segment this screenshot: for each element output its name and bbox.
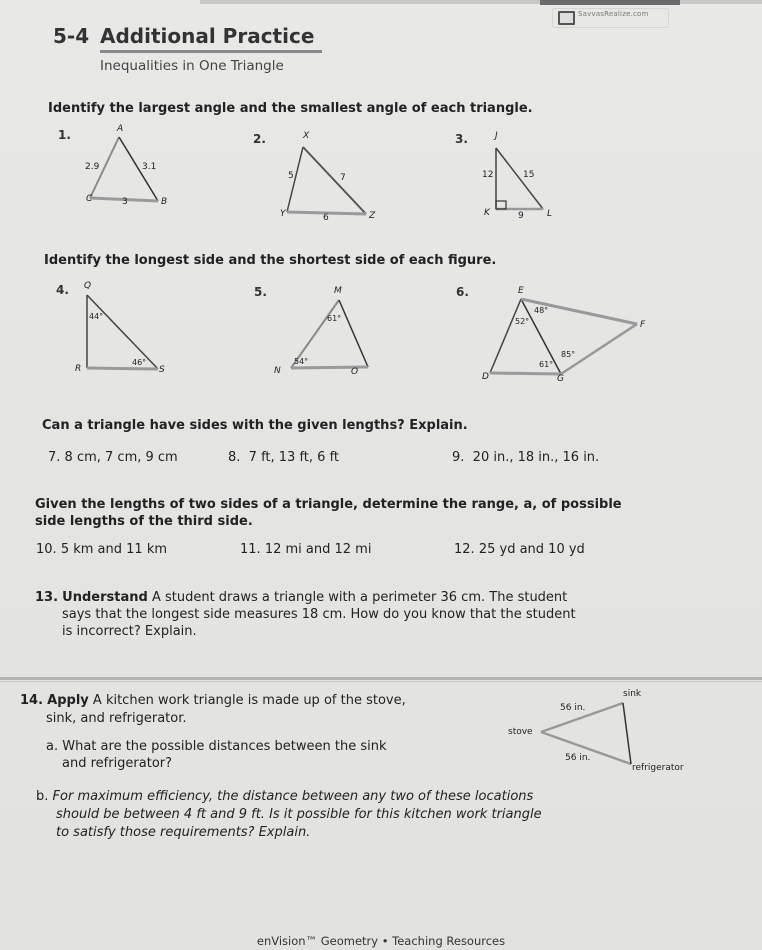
problem-13-line1 xyxy=(35,590,567,606)
problem-number: 12. xyxy=(454,542,475,557)
section4-instruction-line1: Given the lengths of two sides of a triangle, determine the range, a, of possible xyxy=(35,497,622,512)
side-label: 3.1 xyxy=(142,162,157,172)
problem-number: 9. xyxy=(452,450,465,465)
part-text: What are the possible distances between the sink xyxy=(62,739,387,754)
problem-1-number: 1. xyxy=(58,128,71,142)
vertex-L: L xyxy=(547,209,553,219)
problem-2-number: 2. xyxy=(253,132,266,146)
problem-number: 14. xyxy=(20,693,44,708)
angle-label: 46° xyxy=(132,358,147,367)
problem-10 xyxy=(36,542,167,557)
vertex-Y: Y xyxy=(280,209,286,219)
problem-14b-line1 xyxy=(36,789,533,805)
vertex-D: D xyxy=(482,372,489,382)
problem-text: 20 in., 18 in., 16 in. xyxy=(472,450,600,465)
problem-text: A kitchen work triangle is made up of the stove, xyxy=(92,693,406,708)
problem-13-line2: says that the longest side measures 18 cm. How do you know that the student xyxy=(62,607,576,622)
vertex-J: J xyxy=(495,131,498,141)
side-label: 5 xyxy=(288,171,294,181)
side-label: 15 xyxy=(523,170,535,180)
angle-label: 48° xyxy=(534,306,549,315)
vertex-G: G xyxy=(557,374,564,384)
problem-14-line2: sink, and refrigerator. xyxy=(46,711,187,726)
problem-6-number: 6. xyxy=(456,285,469,299)
problem-number: 10. xyxy=(36,542,57,557)
section2-instruction: Identify the longest side and the shortest side of each figure. xyxy=(44,253,497,268)
side-label: 56 in. xyxy=(560,703,586,713)
vertex-E: E xyxy=(518,286,524,296)
problem-7 xyxy=(48,450,178,465)
vertex-M: M xyxy=(334,286,342,296)
side-label: 12 xyxy=(482,170,494,180)
problem-14a-line2: and refrigerator? xyxy=(62,756,173,771)
vertex-A: A xyxy=(117,124,124,134)
problem-12 xyxy=(454,542,585,557)
problem-3-number: 3. xyxy=(455,132,468,146)
vertex-C: C xyxy=(86,194,93,204)
problem-label: Understand xyxy=(62,590,148,605)
part-letter: a. xyxy=(46,739,59,754)
problem-13-line3: is incorrect? Explain. xyxy=(62,624,197,639)
stove-label: stove xyxy=(508,727,533,737)
vertex-N: N xyxy=(274,366,281,376)
problem-11 xyxy=(240,542,371,557)
problem-14a-line1 xyxy=(46,739,386,755)
side-label: 3 xyxy=(122,197,128,207)
vertex-F: F xyxy=(640,320,646,330)
vertex-Z: Z xyxy=(369,211,376,221)
side-label: 2.9 xyxy=(85,162,100,172)
side-label: 9 xyxy=(518,211,524,221)
page-title: Additional Practice xyxy=(100,24,315,48)
lesson-number: 5-4 xyxy=(53,24,90,48)
angle-label: 44° xyxy=(89,312,104,321)
problem-14b-line2: should be between 4 ft and 9 ft. Is it possible for this kitchen work triangle xyxy=(56,807,542,822)
sink-label: sink xyxy=(623,689,642,699)
angle-label: 54° xyxy=(294,357,309,366)
problem-5-number: 5. xyxy=(254,285,267,299)
problem-text: A student draws a triangle with a perimeter 36 cm. The student xyxy=(151,590,568,605)
problem-text: 8 cm, 7 cm, 9 cm xyxy=(64,450,178,465)
angle-label: 61° xyxy=(539,360,554,369)
vertex-Q: Q xyxy=(84,281,92,291)
footer-credit: enVision™ Geometry • Teaching Resources xyxy=(256,934,506,948)
section3-instruction: Can a triangle have sides with the given lengths? Explain. xyxy=(42,418,468,433)
problem-9 xyxy=(452,450,599,465)
part-text: For maximum efficiency, the distance between any two of these locations xyxy=(52,789,534,804)
problem-number: 13. xyxy=(35,590,59,605)
side-label: 6 xyxy=(323,213,329,223)
vertex-X: X xyxy=(303,131,310,141)
header-tab xyxy=(540,0,680,5)
problem-8 xyxy=(228,450,339,465)
angle-label: 61° xyxy=(327,314,342,323)
problem-number: 7. xyxy=(48,450,61,465)
site-badge-text: SavvasRealize.com xyxy=(578,10,649,18)
problem-label: Apply xyxy=(47,693,89,708)
side-label: 7 xyxy=(340,173,346,183)
problem-text: 7 ft, 13 ft, 6 ft xyxy=(248,450,340,465)
problem-text: 12 mi and 12 mi xyxy=(264,542,372,557)
problem-text: 5 km and 11 km xyxy=(60,542,168,557)
page-subtitle: Inequalities in One Triangle xyxy=(100,58,284,74)
problem-14-line1 xyxy=(20,693,406,709)
problem-4-number: 4. xyxy=(56,283,69,297)
problem-14b-line3: to satisfy those requirements? Explain. xyxy=(56,825,311,840)
angle-label: 52° xyxy=(515,317,530,326)
problem-text: 25 yd and 10 yd xyxy=(478,542,585,557)
figure-6-quadrilateral xyxy=(480,280,660,385)
vertex-B: B xyxy=(161,197,168,207)
problem-number: 8. xyxy=(228,450,241,465)
computer-icon xyxy=(558,11,575,25)
refrigerator-label: refrigerator xyxy=(632,763,684,773)
part-letter: b. xyxy=(36,789,49,804)
triangle-2-figure xyxy=(255,130,375,230)
section4-instruction-line2: side lengths of the third side. xyxy=(35,514,253,529)
problem-number: 11. xyxy=(240,542,261,557)
vertex-S: S xyxy=(159,365,165,375)
vertex-R: R xyxy=(75,364,82,374)
vertex-K: K xyxy=(484,208,490,218)
side-label: 56 in. xyxy=(565,753,591,763)
vertex-O: O xyxy=(351,367,359,377)
angle-label: 85° xyxy=(561,350,576,359)
section1-instruction: Identify the largest angle and the smallest angle of each triangle. xyxy=(48,101,533,116)
title-underline xyxy=(100,50,322,53)
